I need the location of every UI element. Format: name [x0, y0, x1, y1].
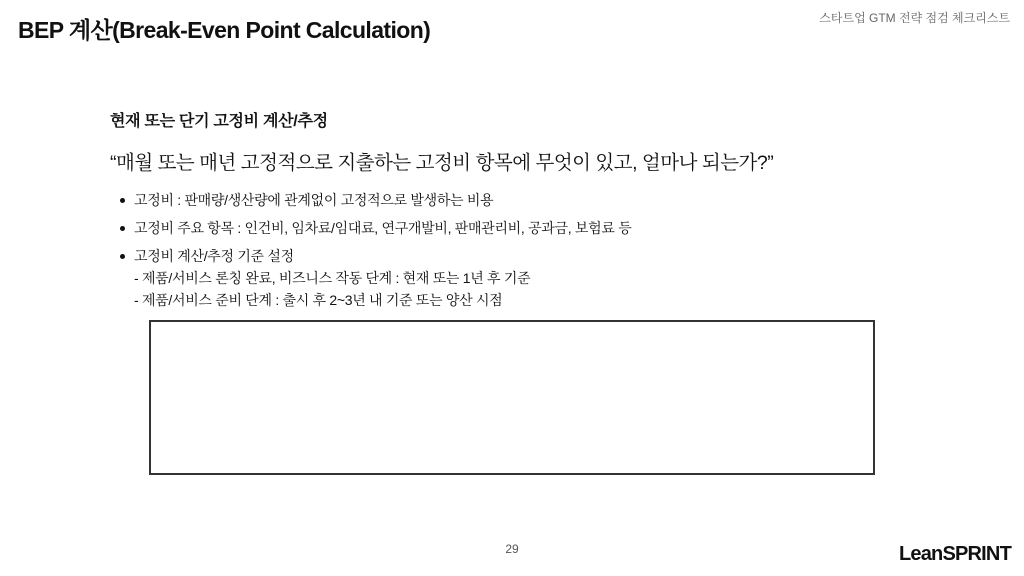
document-subtitle: 스타트업 GTM 전략 점검 체크리스트 [819, 11, 1010, 25]
bullet-item [110, 245, 910, 311]
page-title: BEP 계산(Break-Even Point Calculation) [18, 17, 431, 43]
answer-input-box[interactable] [149, 320, 875, 475]
bullet-item [110, 217, 910, 239]
content-section [110, 108, 910, 317]
section-heading: 현재 또는 단기 고정비 계산/추정 [110, 113, 328, 130]
bullet-sub-line: - 제품/서비스 론칭 완료, 비즈니스 작동 단계 : 현재 또는 1년 후 기준 [134, 270, 531, 286]
page-number: 29 [505, 542, 519, 556]
guiding-question: “매월 또는 매년 고정적으로 지출하는 고정비 항목에 무엇이 있고, 얼마나 되는가?” [110, 152, 774, 174]
brand-logo: LeanSPRINT [898, 543, 1011, 565]
bullet-item [110, 189, 910, 211]
bullet-text: 고정비 주요 항목 : 인건비, 임차료/임대료, 연구개발비, 판매관리비, 공과금, 보험료 등 [134, 220, 632, 236]
bullet-text: 고정비 계산/추정 기준 설정 [134, 248, 294, 264]
bullet-list [110, 189, 910, 311]
bullet-text: 고정비 : 판매량/생산량에 관계없이 고정적으로 발생하는 비용 [134, 192, 494, 208]
bullet-sub-line: - 제품/서비스 준비 단계 : 출시 후 2~3년 내 기준 또는 양산 시점 [134, 292, 503, 308]
